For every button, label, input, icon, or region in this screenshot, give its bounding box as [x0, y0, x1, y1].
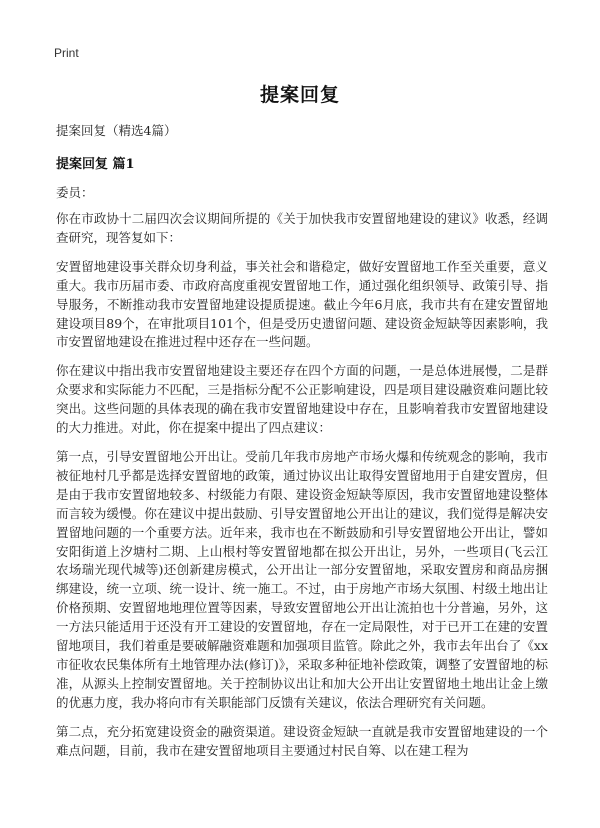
- paragraph: 你在建议中指出我市安置留地建设主要还存在四个方面的问题，一是总体进展慢，二是群众要求和实际能力不匹配，三是指标分配不公正影响建设，四是项目建设融资难问题比较突出。这些问题的具体表现的确在我市安置留地建设中存在，且影响着我市安置留地建设的大力推进。对此，你在提案中提出了四点建议：: [56, 363, 548, 436]
- page-title: 提案回复: [259, 84, 340, 106]
- body-text: [56, 210, 548, 770]
- document-subtitle: 提案回复（精选4篇）: [56, 123, 177, 138]
- paragraph: 第一点，引导安置留地公开出让。受前几年我市房地产市场火爆和传统观念的影响，我市被征地村几乎都是选择安置留地的政策，通过协议出让取得安置留地用于自建安置房，但是由于我市安置留地较多、村级能力有限、建设资金短缺等原因，我市安置留地建设整体而言较为缓慢。你在建议中提出鼓励、引导安置留地公开出让的建议，我们觉得是解决安置留地问题的一个重要方法。近年来，我市也在不断鼓励和引导安置留地公开出让，譬如安阳街道上汐塘村二期、上山根村等安置留地都在拟公开出让，另外，一些项目(飞云江农场瑞光现代城等)还创新建房模式，公开出让一部分安置留地，采取安置房和商品房捆绑建设，统一立项、统一设计、统一施工。不过，由于房地产市场大氛围、村级土地出让价格预期、安置留地地理位置等因素，导致安置留地公开出让流拍也十分普遍，另外，这一方法只能适用于还没有开工建设的安置留地，存在一定局限性，对于已开工在建的安置留地项目，我们着重是要破解融资难题和加强项目监管。除此之外，我市去年出台了《xx市征收农民集体所有土地管理办法(修订)》，采取多种征地补偿政策，调整了安置留地的标准，从源头上控制安置留地。关于控制协议出让和加大公开出让安置留地土地出让金上缴的优惠力度，我办将向市有关职能部门反馈有关建议，依法合理研究有关问题。: [56, 448, 548, 710]
- section-heading: 提案回复 篇1: [56, 157, 135, 172]
- salutation: 委员：: [56, 185, 94, 200]
- print-label: Print: [54, 46, 79, 60]
- paragraph: 第二点，充分拓宽建设资金的融资渠道。建设资金短缺一直就是我市安置留地建设的一个难点问题，目前，我市在建安置留地项目主要通过村民自筹、以在建工程为: [56, 723, 548, 758]
- paragraph: 你在市政协十二届四次会议期间所提的《关于加快我市安置留地建设的建议》收悉，经调查研究，现答复如下：: [56, 211, 548, 245]
- paragraph: 安置留地建设事关群众切身利益，事关社会和谐稳定，做好安置留地工作至关重要，意义重大。我市历届市委、市政府高度重视安置留地工作，通过强化组织领导、政策引导、指导服务，不断推动我市安置留地建设提质提速。截止今年6月底，我市共有在建安置留地建设项目89个，在审批项目101个，但是受历史遗留问题、建设资金短缺等因素影响，我市安置留地建设在推进过程中还存在一些问题。: [56, 258, 548, 350]
